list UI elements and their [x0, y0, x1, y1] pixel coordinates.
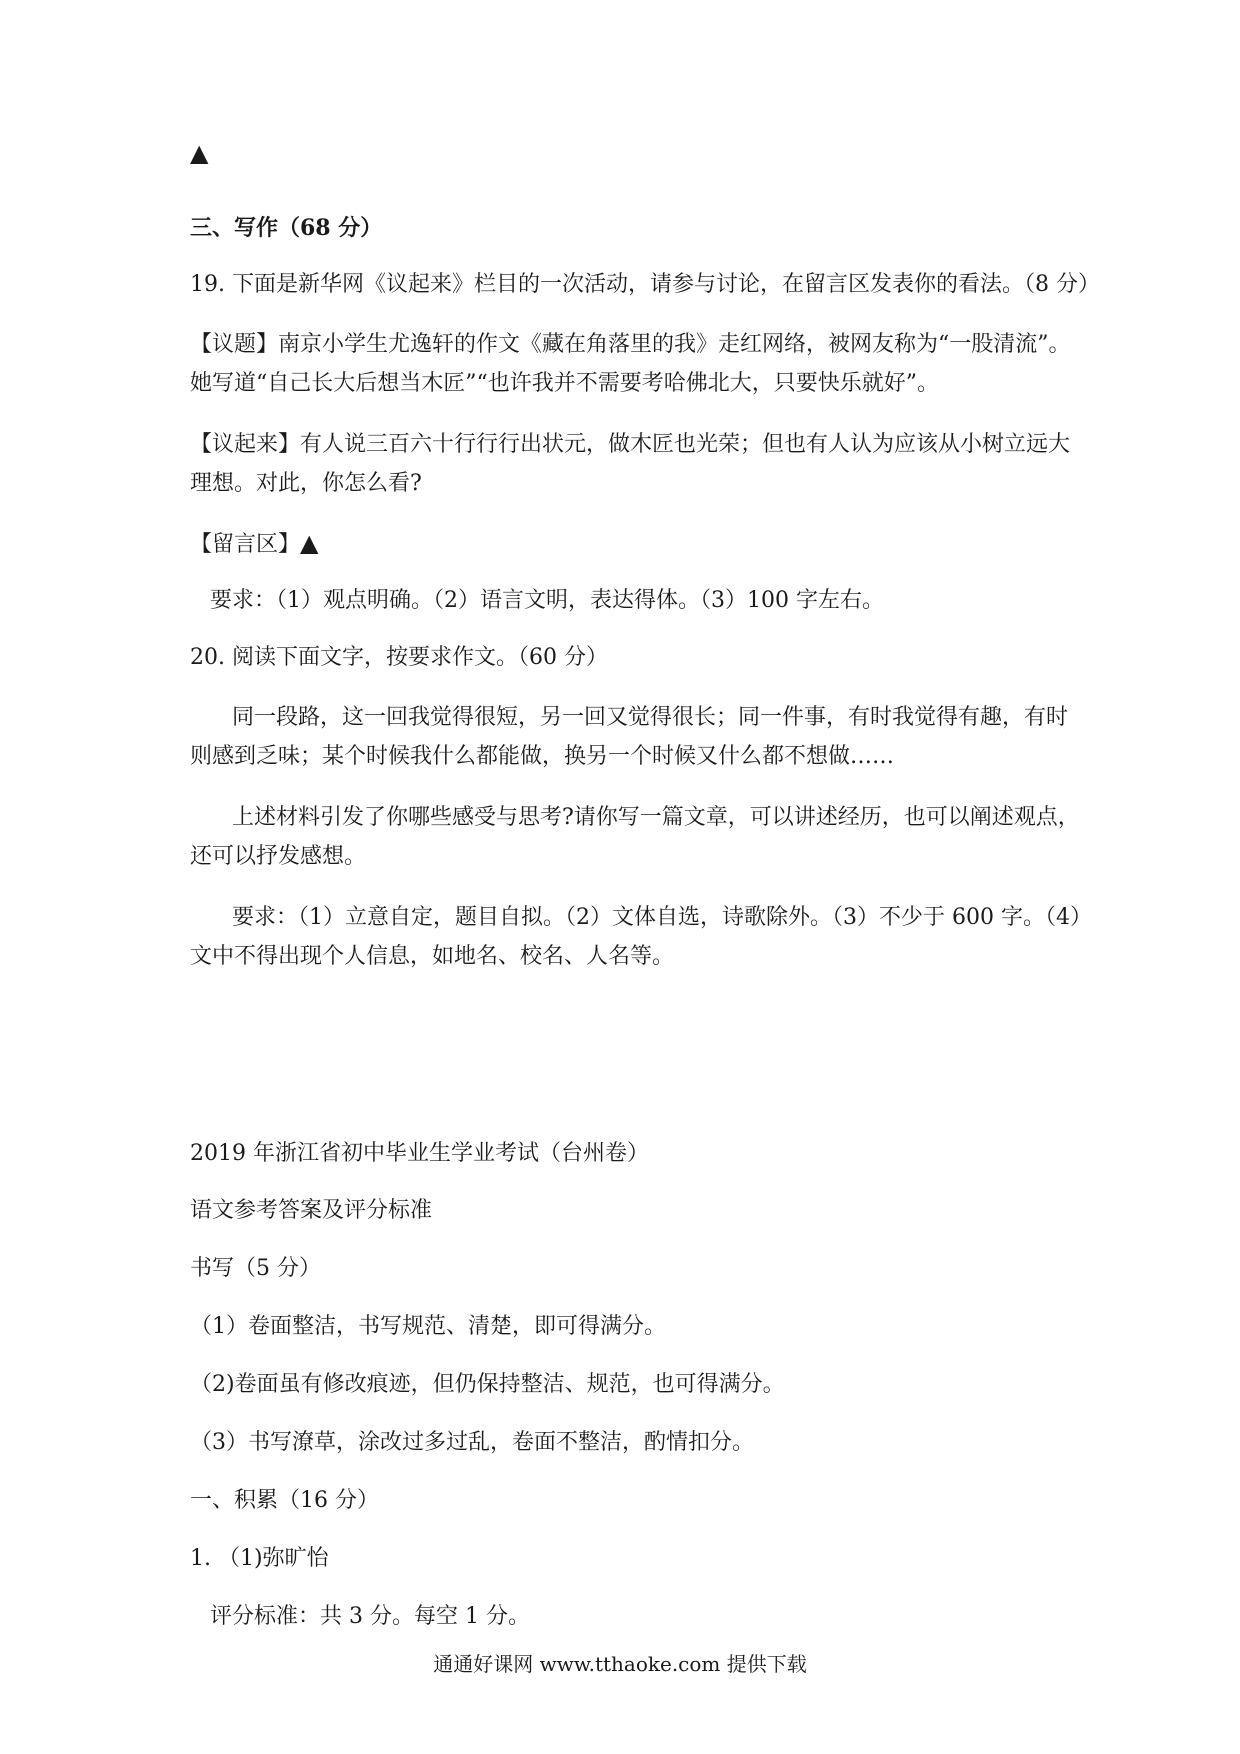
question-19-stem: 19. 下面是新华网《议起来》栏目的一次活动，请参与讨论，在留言区发表你的看法。（8 分）: [190, 272, 1100, 297]
answer-key-title: 语文参考答案及评分标准: [190, 1198, 433, 1223]
page-footer: 通通好课网 www.tthaoke.com 提供下载: [433, 1652, 807, 1676]
q20-material-line-1: 同一段路，这一回我觉得很短，另一回又觉得很长；同一件事，有时我觉得有趣，有时: [232, 705, 1069, 730]
q19-discussion-line-2: 理想。对此，你怎么看?: [190, 471, 422, 496]
q19-discussion-line-1: 【议起来】有人说三百六十行行行出状元，做木匠也光荣；但也有人认为应该从小树立远大: [190, 432, 1071, 457]
q1-answer: 1. （1)弥旷怡: [190, 1546, 329, 1571]
part-1-heading: 一、积累（16 分）: [190, 1488, 379, 1513]
writing-score-item-2: （2)卷面虽有修改痕迹，但仍保持整洁、规范，也可得满分。: [190, 1372, 785, 1397]
question-20-stem: 20. 阅读下面文字，按要求作文。（60 分）: [190, 645, 608, 670]
answer-key-exam-title: 2019 年浙江省初中毕业生学业考试（台州卷）: [190, 1141, 649, 1166]
writing-score-item-1: （1）卷面整洁，书写规范、清楚，即可得满分。: [190, 1314, 666, 1339]
writing-score-item-3: （3）书写潦草，涂改过多过乱，卷面不整洁，酌情扣分。: [190, 1430, 754, 1455]
answer-placeholder-marker: [190, 138, 1070, 170]
q20-requirements-line-1: 要求：（1）立意自定，题目自拟。（2）文体自选，诗歌除外。（3）不少于 600 字。（4）: [232, 905, 1092, 930]
q19-topic-line-1: 【议题】南京小学生尤逸轩的作文《藏在角落里的我》走红网络，被网友称为“一股清流”。: [190, 332, 1071, 357]
writing-score-heading: 书写（5 分）: [190, 1256, 321, 1281]
q20-prompt-line-1: 上述材料引发了你哪些感受与思考?请你写一篇文章，可以讲述经历，也可以阐述观点，: [232, 805, 1080, 830]
q20-requirements-line-2: 文中不得出现个人信息，如地名、校名、人名等。: [190, 944, 675, 969]
section-heading-writing: 三、写作（68 分）: [190, 215, 383, 241]
triangle-icon: ▲: [300, 528, 319, 557]
q1-scoring-standard: 评分标准：共 3 分。每空 1 分。: [210, 1604, 530, 1629]
q20-material-line-2: 则感到乏味；某个时候我什么都能做，换另一个时候又什么都不想做……: [190, 744, 895, 769]
q19-topic-line-2: 她写道“自己长大后想当木匠”“也许我并不需要考哈佛北大，只要快乐就好”。: [190, 371, 939, 396]
q19-comment-area: [190, 528, 1070, 560]
triangle-icon: ▲: [190, 138, 209, 167]
comment-area-label: 【留言区】: [190, 532, 301, 557]
q20-prompt-line-2: 还可以抒发感想。: [190, 844, 367, 869]
q19-requirements: 要求：（1）观点明确。（2）语言文明，表达得体。（3）100 字左右。: [210, 588, 884, 613]
